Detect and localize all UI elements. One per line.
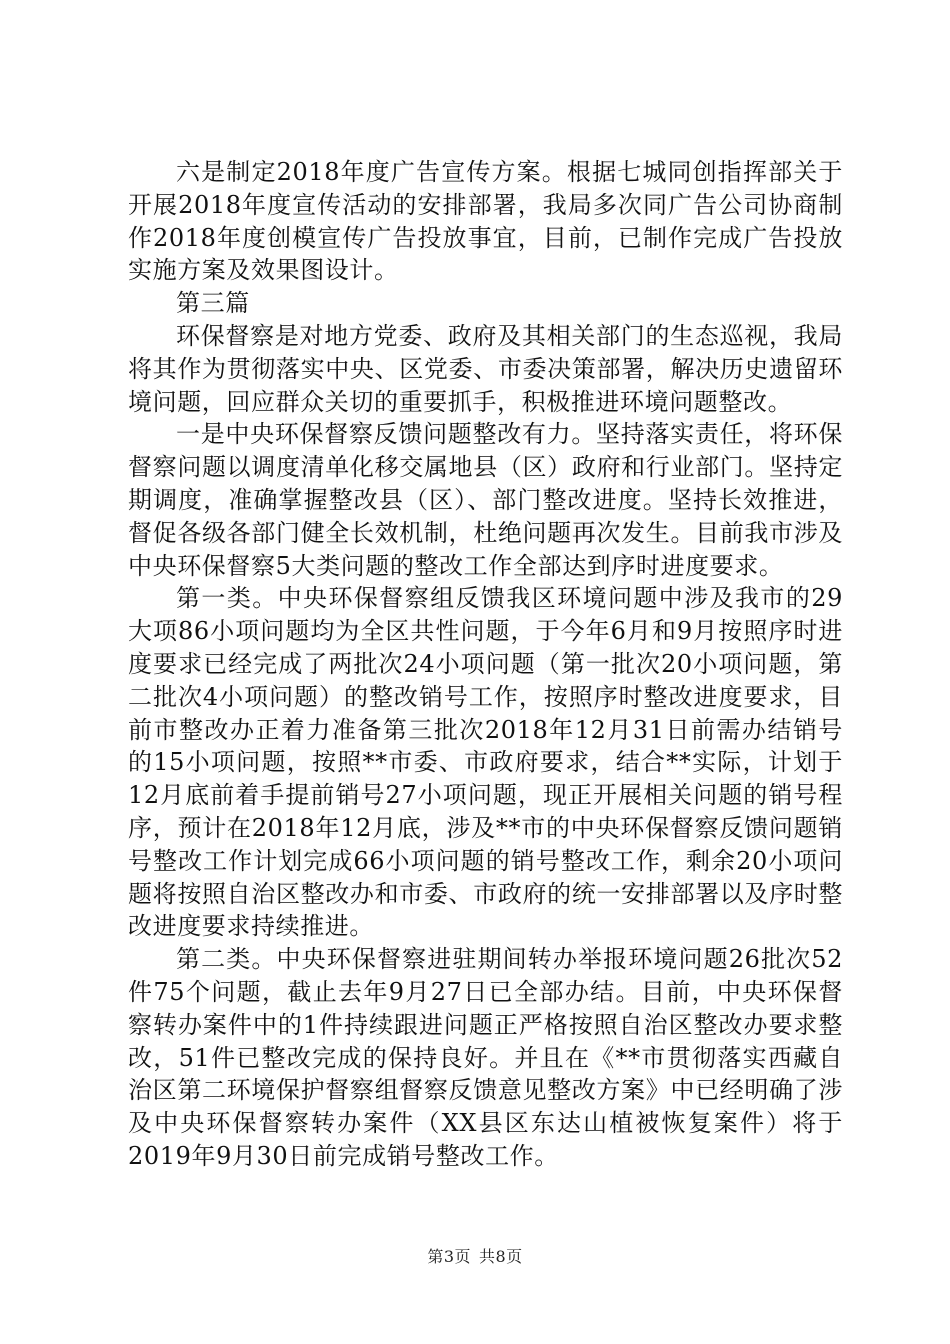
page-footer <box>0 1244 950 1267</box>
paragraph-rectification-summary: 一是中央环保督察反馈问题整改有力。坚持落实责任，将环保督察问题以调度清单化移交属地县（区）政府和行业部门。坚持定期调度，准确掌握整改县（区）、部门整改进度。坚持长效推进，督促各级各部门健全长效机制，杜绝问题再次发生。目前我市涉及中央环保督察5大类问题的整改工作全部达到序时进度要求。 <box>128 420 843 580</box>
document-body <box>128 156 843 1173</box>
section-heading: 第三篇 <box>176 289 250 318</box>
paragraph-category-two: 第二类。中央环保督察进驻期间转办举报环境问题26批次52件75个问题，截止去年9月27日已全部办结。目前，中央环保督察转办案件中的1件持续跟进问题正严格按照自治区整改办要求整改，51件已整改完成的保持良好。并且在《**市贯彻落实西藏自治区第二环境保护督察组督察反馈意见整改方案》中已经明确了涉及中央环保督察转办案件（XX县区东达山植被恢复案件）将于2019年9月30日前完成销号整改工作。 <box>128 945 843 1170</box>
page-total: 共8页 <box>479 1247 523 1266</box>
paragraph-inspection-intro: 环保督察是对地方党委、政府及其相关部门的生态巡视，我局将其作为贯彻落实中央、区党委、市委决策部署，解决历史遗留环境问题，回应群众关切的重要抓手，积极推进环境问题整改。 <box>128 321 843 416</box>
page-number: 第3页 <box>427 1247 471 1266</box>
paragraph-category-one: 第一类。中央环保督察组反馈我区环境问题中涉及我市的29大项86小项问题均为全区共性问题，于今年6月和9月按照序时进度要求已经完成了两批次24小项问题（第一批次20小项问题，第二批次4小项问题）的整改销号工作，按照序时整改进度要求，目前市整改办正着力准备第三批次2018年12月31日前需办结销号的15小项问题，按照**市委、市政府要求，结合**实际，计划于12月底前着手提前销号27小项问题，现正开展相关问题的销号程序，预计在2018年12月底，涉及**市的中央环保督察反馈问题销号整改工作计划完成66小项问题的销号整改工作，剩余20小项问题将按照自治区整改办和市委、市政府的统一安排部署以及序时整改进度要求持续推进。 <box>128 584 843 941</box>
paragraph-advertising-plan: 六是制定2018年度广告宣传方案。根据七城同创指挥部关于开展2018年度宣传活动的安排部署，我局多次同广告公司协商制作2018年度创模宣传广告投放事宜，目前，已制作完成广告投放实施方案及效果图设计。 <box>128 158 843 285</box>
